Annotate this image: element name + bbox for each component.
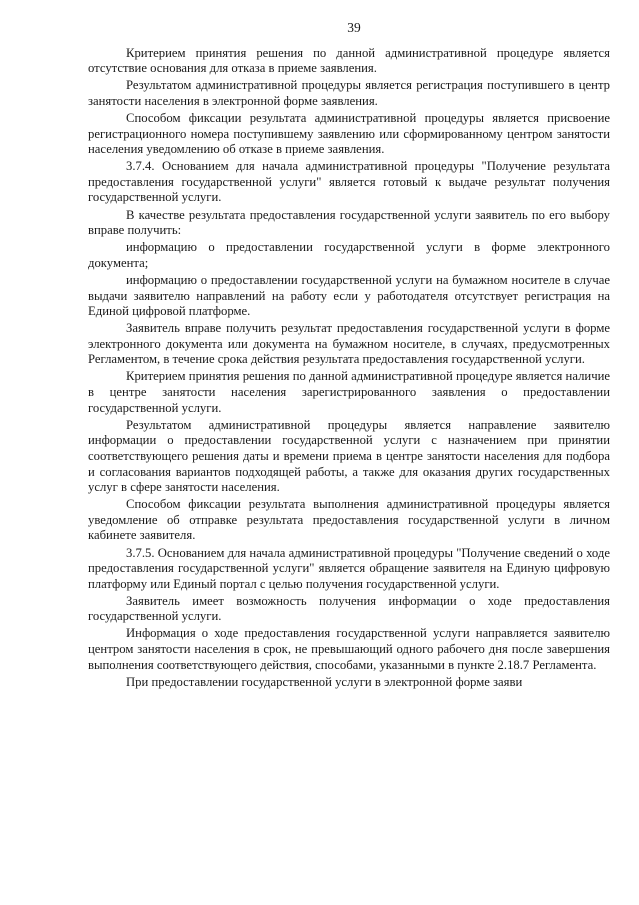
paragraph-3-7-4: 3.7.4. Основанием для начала административной процедуры "Получение результата предоставления государственной услуги" является готовый к выдаче результат получения государственной услуги.	[88, 159, 610, 205]
paragraph-procedure-result: Результатом административной процедуры является направление заявителю информации о предоставлении государственной услуги с назначением при принятии соответствующего решения даты и времени приема в центре занятости населения для подбора и согласования вариантов подходящей работы, а также для оказания других государственных услуг в сфере занятости населения.	[88, 417, 610, 495]
paragraph-registration-result: Результатом административной процедуры является регистрация поступившего в центр занятости населения в электронной форме заявления.	[88, 78, 610, 108]
paragraph-registration-fixation: Способом фиксации результата административной процедуры является присвоение регистрационного номера поступившему заявлению или сформированному центром занятости населения уведомлению об отказе в приеме заявления.	[88, 110, 610, 157]
paragraph-result-fixation: Способом фиксации результата выполнения административной процедуры является уведомление об отправке результата предоставления государственной услуги в личном кабинете заявителя.	[88, 497, 610, 543]
page-number: 39	[347, 20, 361, 35]
paragraph-progress-info-right: Заявитель имеет возможность получения информации о ходе предоставления государственной услуги.	[88, 593, 610, 624]
paragraph-result-options: В качестве результата предоставления государственной услуги заявитель по его выбору вправе получить:	[88, 207, 610, 238]
paragraph-applicant-right: Заявитель вправе получить результат предоставления государственной услуги в форме электронного документа или документа на бумажном носителе, в случаях, предусмотренных Регламентом, в течение срока действия результата предоставления государственной услуги.	[88, 321, 610, 367]
paragraph-decision-criterion: Критерием принятия решения по данной административной процедуре является наличие в центре занятости населения зарегистрированного заявления о предоставлении государственной услуги.	[88, 369, 610, 415]
paragraph-3-7-5: 3.7.5. Основанием для начала административной процедуры "Получение сведений о ходе предоставления государственной услуги" является обращение заявителя на Единую цифровую платформу или Единый портал с целью получения государственной услуги.	[88, 545, 610, 591]
paragraph-electronic-document: информацию о предоставлении государственной услуги в форме электронного документа;	[88, 240, 610, 270]
paragraph-paper-document: информацию о предоставлении государственной услуги на бумажном носителе в случае выдачи заявителю направлений на работу если у работодателя отсутствует регистрация на Единой цифровой платформе.	[88, 272, 610, 319]
paragraph-acceptance-criterion: Критерием принятия решения по данной административной процедуре является отсутствие основания для отказа в приеме заявления.	[88, 45, 610, 76]
document-page	[88, 20, 610, 890]
paragraph-electronic-form: При предоставлении государственной услуги в электронной форме заяви	[126, 674, 523, 689]
paragraph-progress-info-delivery: Информация о ходе предоставления государственной услуги направляется заявителю центром занятости населения в срок, не превышающий одного рабочего дня после завершения выполнения соответствующего действия, способами, указанными в пункте 2.18.7 Регламента.	[88, 626, 610, 672]
